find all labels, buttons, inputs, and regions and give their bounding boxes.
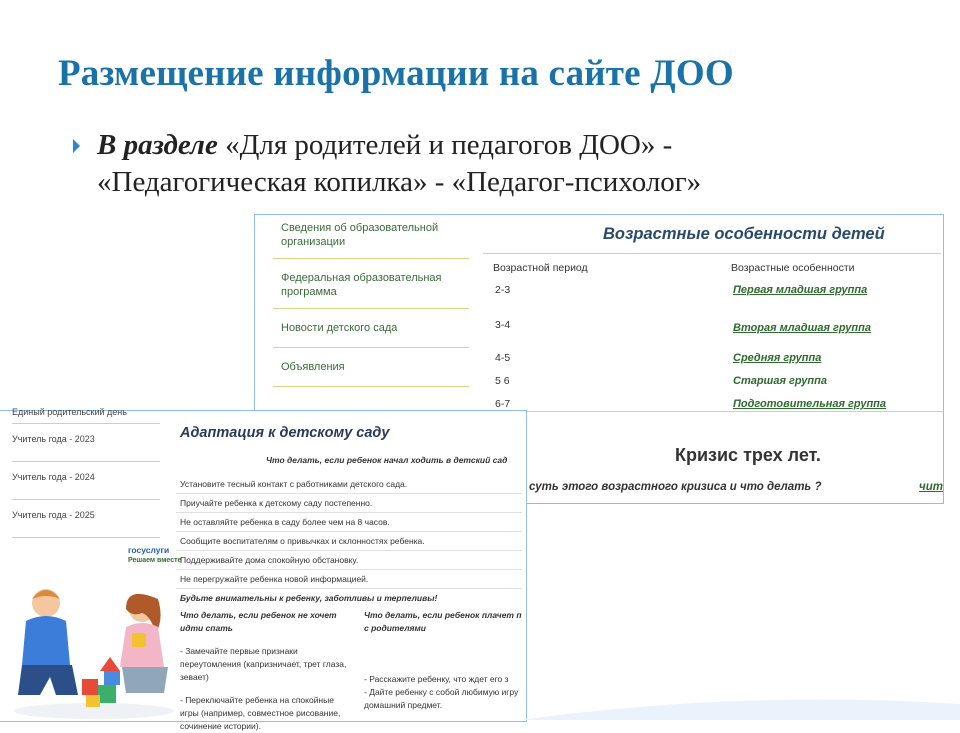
bullet-line1: «Для родителей и педагогов ДОО» - bbox=[217, 129, 673, 161]
sidebar-item-teacher-2025[interactable]: Учитель года - 2025 bbox=[12, 500, 160, 538]
group-link[interactable]: Средняя группа bbox=[733, 352, 822, 364]
sidebar-item-teacher-2024[interactable]: Учитель года - 2024 bbox=[12, 462, 160, 500]
tip-item: Сообщите воспитателям о привычках и склонностях ребенка. bbox=[180, 536, 425, 546]
divider bbox=[176, 569, 522, 570]
bullet-bold: В разделе bbox=[97, 129, 218, 161]
group-link[interactable]: Старшая группа bbox=[733, 375, 827, 387]
row-period: 4-5 bbox=[495, 352, 511, 364]
divider bbox=[176, 588, 522, 589]
sidebar-item-info[interactable]: Сведения об образовательной организации bbox=[273, 215, 469, 259]
tip-item: Не перегружайте ребенка новой информацией. bbox=[180, 574, 369, 584]
column-crying bbox=[364, 609, 524, 712]
adaptation-heading: Адаптация к детскому саду bbox=[180, 425, 390, 441]
emphasis-text: Будьте внимательны к ребенку, заботливы и терпеливы! bbox=[180, 593, 438, 603]
col1-body2: - Переключайте ребенка на спокойные игры (например, совместное рисование, сочинение истории). bbox=[180, 695, 341, 731]
col1-body: - Замечайте первые признаки переутомления (капризничает, трет глаза, зевает) bbox=[180, 646, 347, 682]
slide-title: Размещение информации на сайте ДОО bbox=[58, 53, 734, 94]
tip-item: Поддерживайте дома спокойную обстановку. bbox=[180, 555, 359, 565]
crisis-title: Кризис трех лет. bbox=[675, 445, 821, 465]
sidebar-menu bbox=[273, 215, 469, 387]
screenshot-adaptation bbox=[0, 407, 527, 731]
tip-item: Не оставляйте ребенка в саду более чем на 8 часов. bbox=[180, 517, 390, 527]
sidebar-item-news[interactable]: Новости детского сада bbox=[273, 309, 469, 348]
col-features: Возрастные особенности bbox=[731, 262, 855, 274]
bullet-arrow-icon bbox=[73, 139, 80, 153]
crisis-question: суть этого возрастного кризиса и что делать ? bbox=[529, 481, 822, 493]
tip-item: Приучайте ребенка к детскому саду постепенно. bbox=[180, 498, 373, 508]
row-period: 5 6 bbox=[495, 375, 510, 387]
divider bbox=[176, 531, 522, 532]
adaptation-subheading: Что делать, если ребенок начал ходить в детский сад bbox=[266, 455, 508, 465]
col-period: Возрастной период bbox=[493, 262, 588, 274]
col2-body2: - Дайте ребенку с собой любимую игру домашний предмет. bbox=[364, 687, 519, 710]
decorative-swoosh-icon bbox=[520, 690, 960, 720]
sidebar-item-parent-day[interactable]: Единый родительский день bbox=[12, 407, 160, 424]
sidebar-item-teacher-2023[interactable]: Учитель года - 2023 bbox=[12, 424, 160, 462]
group-link[interactable]: Первая младшая группа bbox=[733, 284, 868, 296]
row-period: 3-4 bbox=[495, 319, 511, 331]
children-illustration-icon bbox=[4, 573, 174, 721]
col2-title: Что делать, если ребенок плачет п с родителями bbox=[364, 610, 522, 633]
row-period: 6-7 bbox=[495, 398, 511, 410]
bullet-line2: «Педагогическая копилка» - «Педагог-психолог» bbox=[97, 166, 702, 198]
sidebar-menu-2 bbox=[12, 407, 160, 538]
sidebar-item-announcements[interactable]: Объявления bbox=[273, 348, 469, 387]
age-table bbox=[483, 253, 941, 410]
group-link[interactable]: Вторая младшая группа bbox=[733, 322, 871, 334]
group-link[interactable]: Подготовительная группа bbox=[733, 398, 887, 410]
gosuslugi-slogan: Решаем вместе bbox=[128, 557, 182, 564]
bullet-text bbox=[97, 127, 877, 201]
col1-title: Что делать, если ребенок не хочет идти спать bbox=[180, 610, 337, 633]
age-features-heading: Возрастные особенности детей bbox=[603, 225, 885, 243]
divider bbox=[176, 550, 522, 551]
gosuslugi-logo: госуслуги bbox=[128, 545, 170, 555]
sidebar-item-program[interactable]: Федеральная образовательная программа bbox=[273, 259, 469, 309]
read-more-link[interactable]: чит bbox=[919, 481, 943, 493]
divider bbox=[176, 493, 522, 494]
tip-item: Установите тесный контакт с работниками детского сада. bbox=[180, 479, 408, 489]
divider bbox=[176, 512, 522, 513]
col2-body: - Расскажите ребенку, что ждет его з bbox=[364, 674, 509, 684]
column-sleep bbox=[180, 609, 350, 733]
row-period: 2-3 bbox=[495, 284, 511, 296]
